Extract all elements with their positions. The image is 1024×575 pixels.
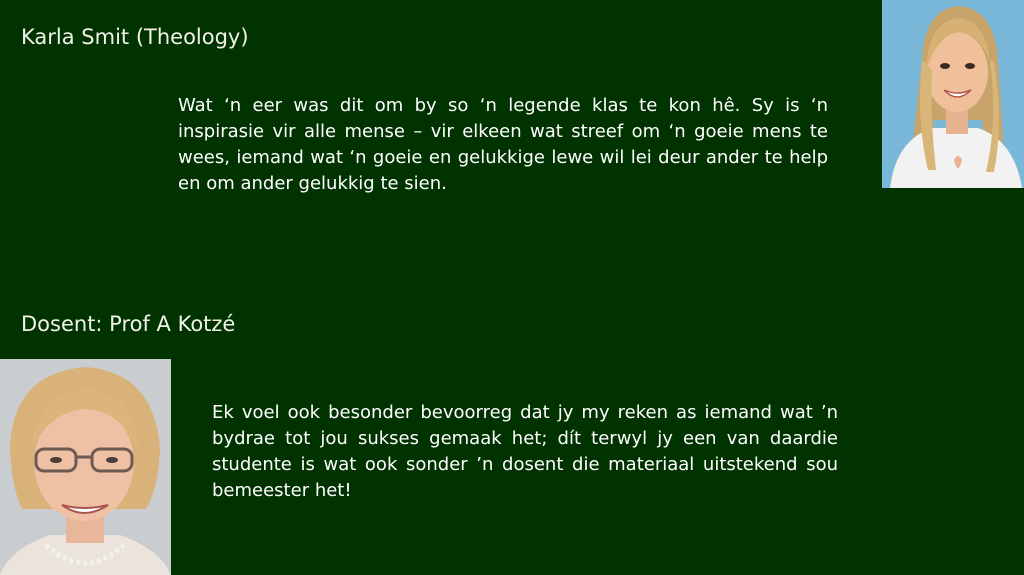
student-photo <box>882 0 1024 188</box>
student-quote: Wat ‘n eer was dit om by so ‘n legende klas te kon hê. Sy is ‘n inspirasie vir alle mense – vir elkeen wat streef om ‘n goeie mens te wees, iemand wat ‘n goeie en gelukkige lewe wil lei deur ander te help en om ander gelukkig te sien. <box>178 95 828 194</box>
student-portrait-image <box>882 0 1024 188</box>
lecturer-name-heading: Dosent: Prof A Kotzé <box>21 312 236 336</box>
lecturer-quote: Ek voel ook besonder bevoorreg dat jy my reken as iemand wat ’n bydrae tot jou sukses gemaak het; dít terwyl jy een van daardie studente is wat ook sonder ’n dosent die materiaal uitstekend sou bemeester het! <box>212 402 838 501</box>
student-name-heading: Karla Smit (Theology) <box>21 25 249 49</box>
lecturer-portrait-image <box>0 359 171 575</box>
lecturer-photo <box>0 359 171 575</box>
